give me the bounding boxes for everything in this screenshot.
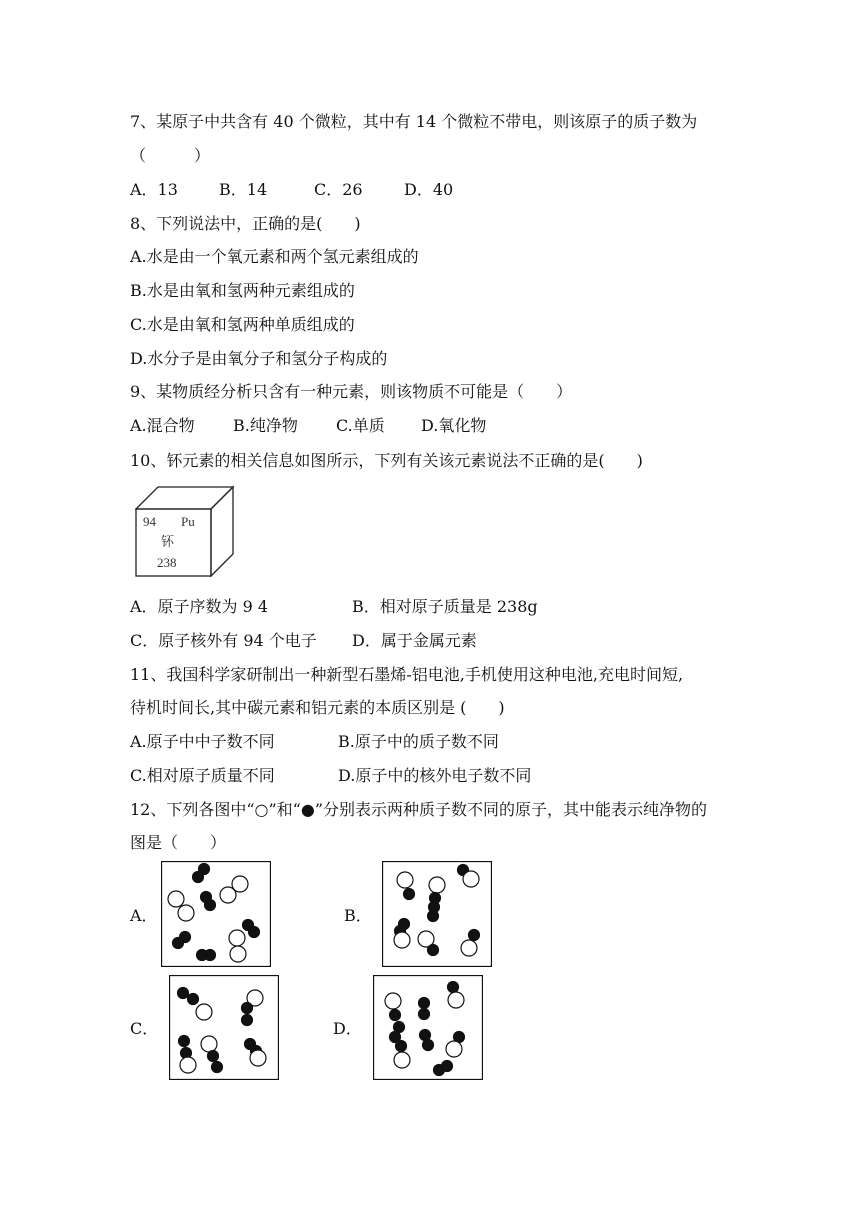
q8-stem: 8、下列说法中，正确的是( ) bbox=[130, 214, 361, 233]
q11-option-b: B.原子中的质子数不同 bbox=[338, 732, 499, 751]
q7-option-b: B．14 bbox=[219, 180, 268, 199]
q12-label-b: B． bbox=[344, 906, 372, 925]
q12-stem-line1: 12、下列各图中“○”和“●”分别表示两种质子数不同的原子，其中能表示纯净物的 bbox=[130, 800, 708, 819]
element-name: 钚 bbox=[161, 534, 175, 549]
q10-option-c: C．原子核外有 94 个电子 bbox=[130, 631, 317, 650]
q12-figure-c bbox=[169, 975, 279, 1080]
q8-option-c: C.水是由氧和氢两种单质组成的 bbox=[130, 315, 355, 334]
q7-bracket: （ ） bbox=[130, 146, 211, 165]
q11-option-d: D.原子中的核外电子数不同 bbox=[338, 766, 532, 785]
q7-option-a: A．13 bbox=[130, 180, 178, 199]
q10-option-d: D．属于金属元素 bbox=[352, 631, 477, 650]
q9-stem: 9、某物质经分析只含有一种元素，则该物质不可能是（ ） bbox=[130, 382, 573, 401]
q9-option-c: C.单质 bbox=[336, 416, 385, 435]
q8-option-b: B.水是由氧和氢两种元素组成的 bbox=[130, 281, 355, 300]
q10-option-b: B．相对原子质量是 238g bbox=[352, 597, 538, 616]
q11-option-a: A.原子中中子数不同 bbox=[130, 732, 275, 751]
q10-option-a: A．原子序数为 9 4 bbox=[130, 597, 269, 616]
q8-option-a: A.水是由一个氧元素和两个氢元素组成的 bbox=[130, 247, 419, 266]
q7-stem: 7、某原子中共含有 40 个微粒，其中有 14 个微粒不带电，则该原子的质子数为 bbox=[130, 112, 698, 131]
q9-option-a: A.混合物 bbox=[130, 416, 195, 435]
q9-option-d: D.氧化物 bbox=[421, 416, 487, 435]
q12-figure-d bbox=[373, 975, 483, 1080]
q7-option-d: D．40 bbox=[404, 180, 454, 199]
q12-figure-a bbox=[161, 861, 271, 967]
q7-option-c: C．26 bbox=[314, 180, 363, 199]
q11-stem-line2: 待机时间长,其中碳元素和铝元素的本质区别是 ( ) bbox=[130, 698, 505, 717]
q8-option-d: D.水分子是由氧分子和氢分子构成的 bbox=[130, 349, 388, 368]
q12-figure-b bbox=[382, 861, 492, 967]
element-symbol: Pu bbox=[181, 514, 195, 529]
q9-option-b: B.纯净物 bbox=[233, 416, 298, 435]
q11-stem-line1: 11、我国科学家研制出一种新型石墨烯-铝电池,手机使用这种电池,充电时间短, bbox=[130, 665, 684, 684]
q12-label-a: A． bbox=[130, 906, 158, 925]
q12-label-d: D． bbox=[333, 1019, 362, 1038]
element-mass: 238 bbox=[157, 555, 177, 570]
q10-stem: 10、钚元素的相关信息如图所示，下列有关该元素说法不正确的是( ) bbox=[130, 451, 643, 470]
element-cube-figure bbox=[133, 484, 237, 580]
element-number: 94 bbox=[143, 514, 156, 529]
q12-label-c: C． bbox=[130, 1019, 159, 1038]
q11-option-c: C.相对原子质量不同 bbox=[130, 766, 275, 785]
q12-stem-line2: 图是（ ） bbox=[130, 833, 227, 852]
